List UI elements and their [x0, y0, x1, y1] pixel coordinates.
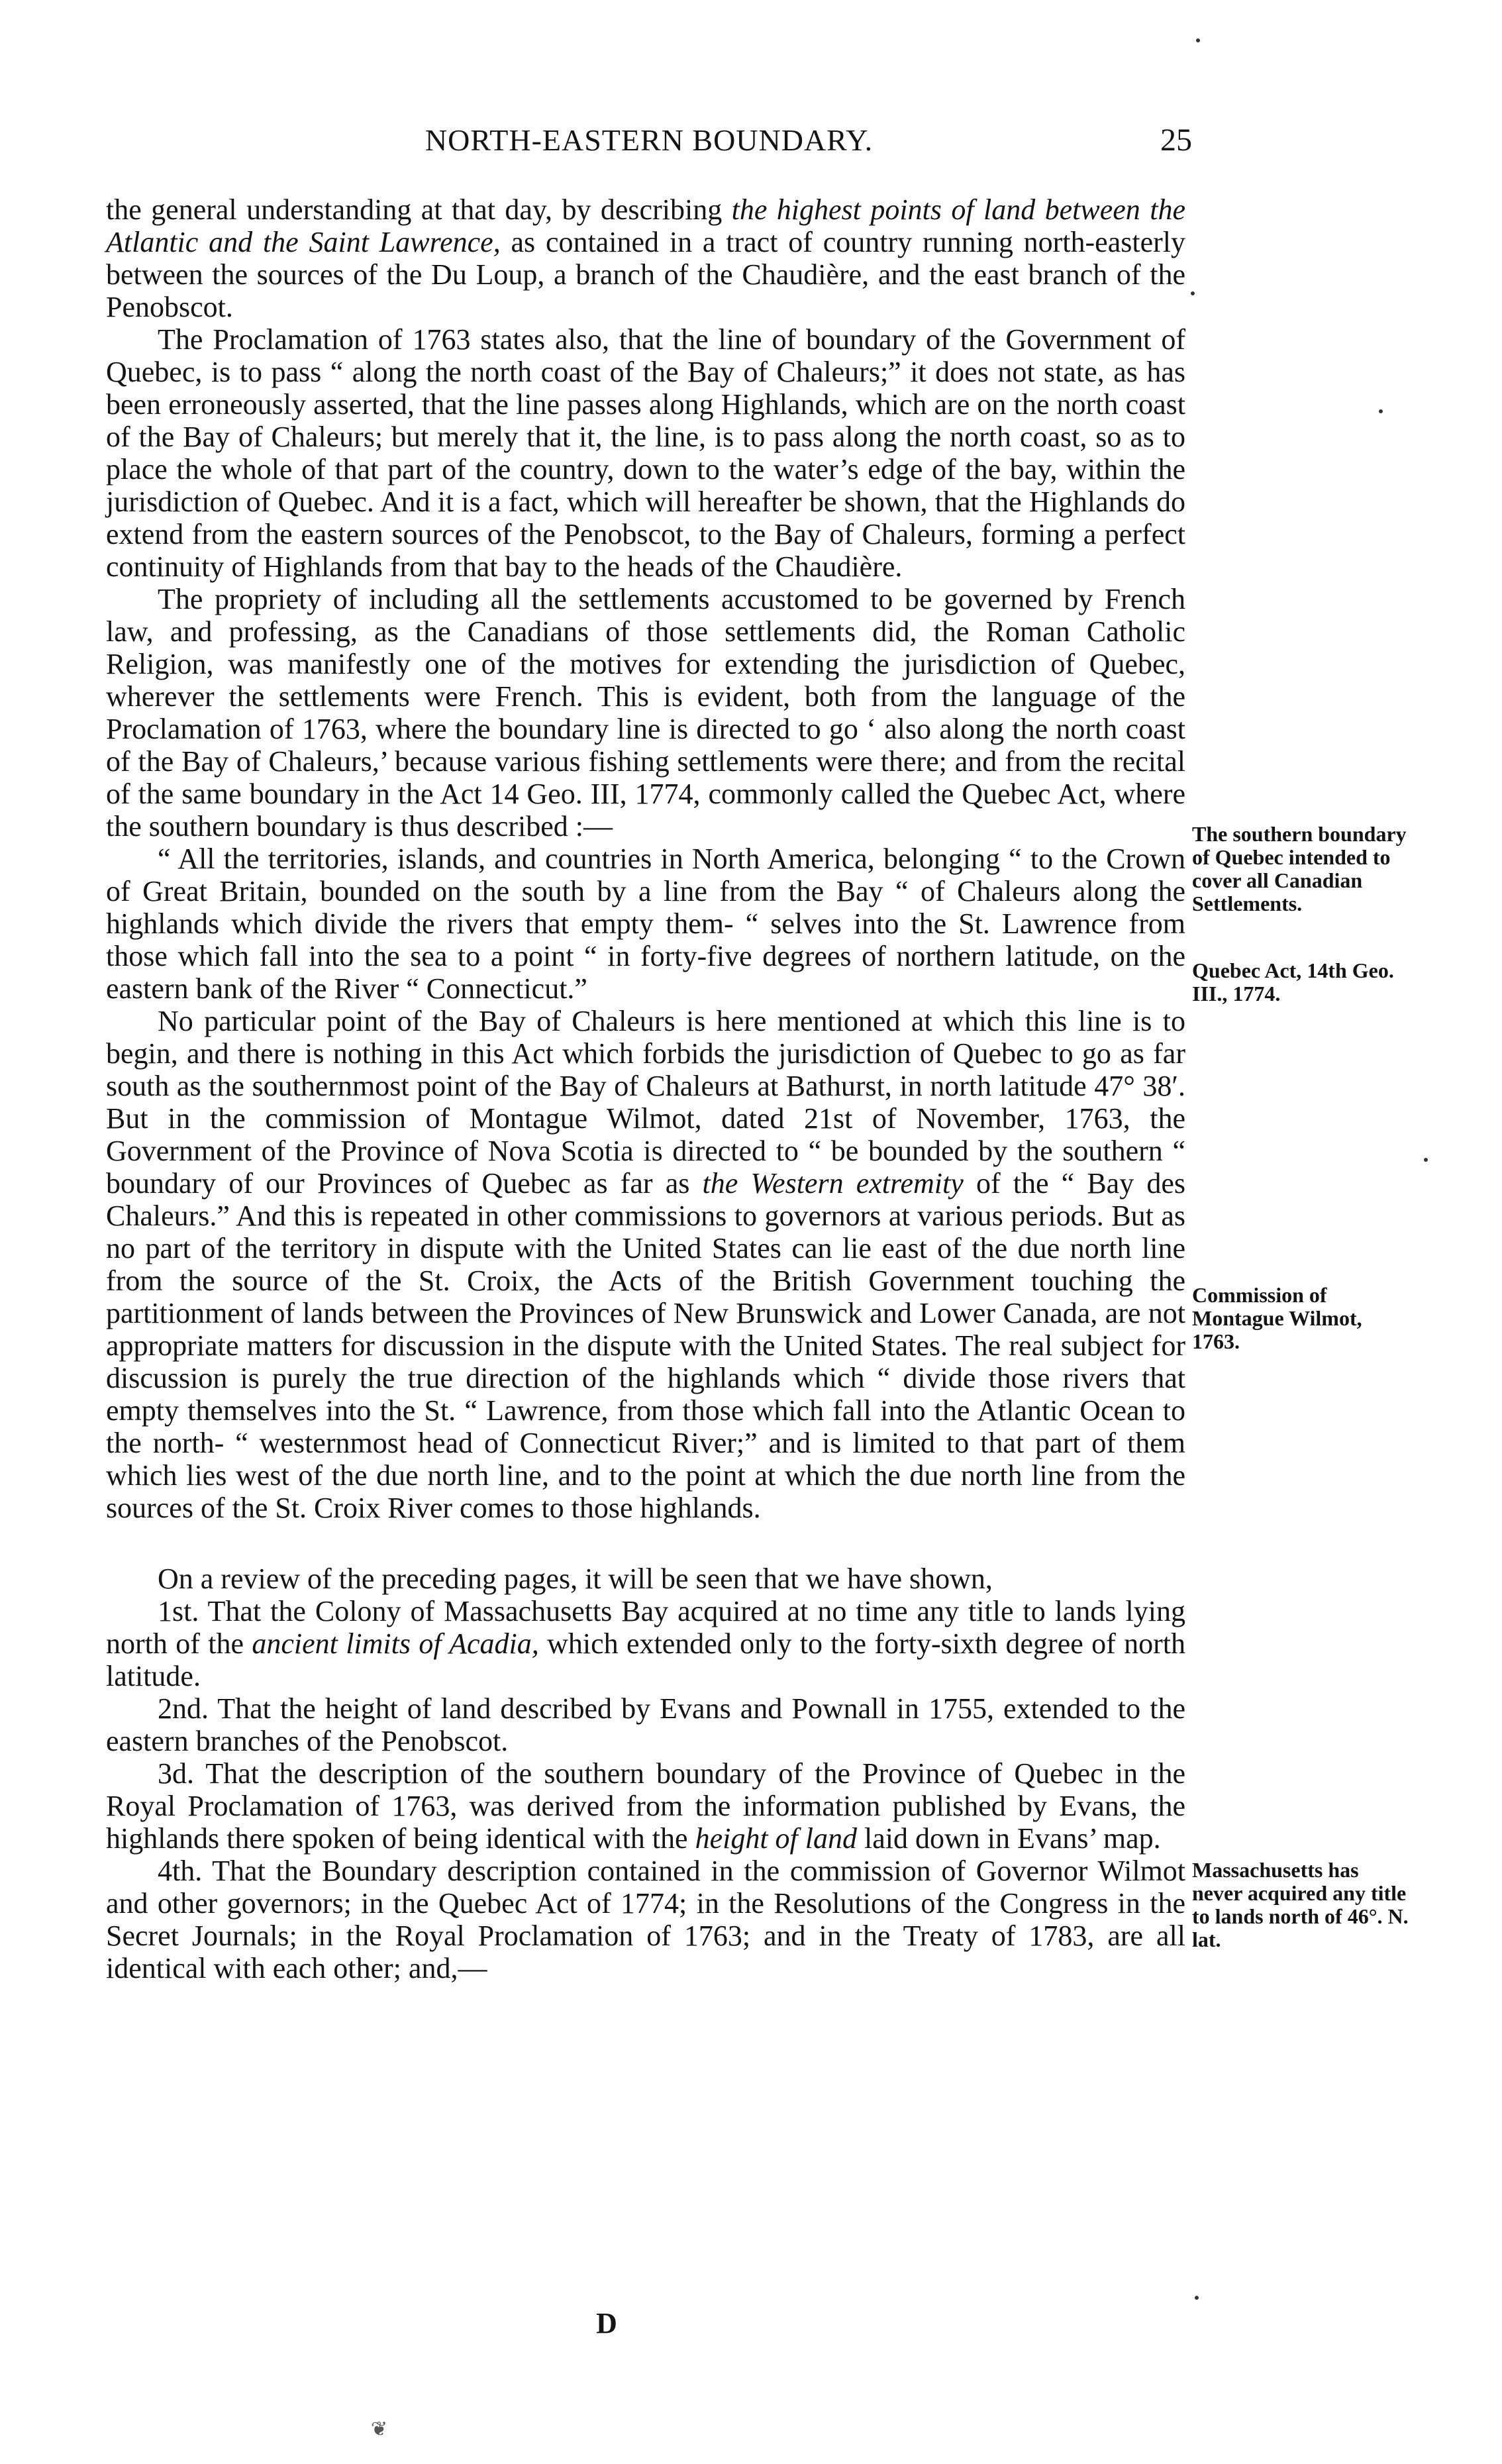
signature-mark: D: [596, 2307, 617, 2339]
text-run: No particular point of the Bay of Chaleurs is here mentioned at which this line is to begin, and there is nothing in this Act which forbids the jurisdiction of Quebec to go as far south as the southernmost point of the Bay of Chaleurs at Bathurst, in north latitude 47° 38′. But in the commission of Montague Wilmot, dated 21st of November, 1763, the Government of the Province of Nova Scotia is directed to “ be bounded by the southern “ boundary of our Provinces of Quebec as far as: [106, 1005, 1185, 1200]
ink-speck: [1191, 291, 1195, 295]
ink-speck: [1424, 1158, 1428, 1162]
body-paragraph: [106, 193, 1185, 323]
marginal-note-massachusetts-title: Massachusetts has never acquired any title to lands north of 46°. N. lat.: [1192, 1858, 1409, 1951]
text-run: 2nd. That the height of land described by Evans and Pownall in 1755, extended to the eastern branches of the Penobscot.: [106, 1692, 1185, 1757]
body-paragraph: [106, 1855, 1185, 1984]
body-paragraph: [106, 1692, 1185, 1757]
ink-speck: [1379, 409, 1383, 413]
page-header: [106, 121, 1192, 160]
text-run: The propriety of including all the settlements accustomed to be governed by French law, and professing, as the Canadians of those settlements did, the Roman Catholic Religion, was manifestly one of the motives for extending the jurisdiction of Quebec, wherever the settlements were French. This is evident, both from the language of the Proclamation of 1763, where the boundary line is directed to go ‘ also along the north coast of the Bay of Chaleurs,’ because various fishing settlements were there; and from the recital of the same boundary in the Act 14 Geo. III, 1774, commonly called the Quebec Act, where the southern boundary is thus described :—: [106, 583, 1185, 843]
running-title: NORTH-EASTERN BOUNDARY.: [425, 123, 874, 157]
italic-phrase: ancient limits of Acadia,: [252, 1627, 539, 1660]
italic-phrase: the highest points of land between the Atlantic and the Saint Lawrence,: [106, 193, 1185, 258]
body-paragraph: [106, 1005, 1185, 1524]
text-run: the general understanding at that day, by describing: [106, 193, 732, 226]
ornament-icon: ❦: [371, 2418, 388, 2440]
text-run: laid down in Evans’ map.: [857, 1822, 1161, 1855]
text-run: The Proclamation of 1763 states also, that the line of boundary of the Government of Quebec, is to pass “ along the north coast of the Bay of Chaleurs;” it does not state, as has been erroneously asserted, that the line passes along Highlands, which are on the north coast of the Bay of Chaleurs; but merely that it, the line, is to pass along the north coast, so as to place the whole of that part of the country, down to the water’s edge of the bay, within the jurisdiction of Quebec. And it is a fact, which will hereafter be shown, that the Highlands do extend from the eastern sources of the Penobscot, to the Bay of Chaleurs, forming a perfect continuity of Highlands from that bay to the heads of the Chaudière.: [106, 323, 1185, 583]
text-run: which extended only to the forty-sixth degree of north latitude.: [106, 1627, 1185, 1692]
body-paragraph: [106, 843, 1185, 1005]
ink-speck: [1196, 38, 1200, 42]
body-text: [106, 193, 1185, 1984]
text-run: as contained in a tract of country running north-easterly between the sources of the Du Loup, a branch of the Chaudière, and the east branch of the Penobscot.: [106, 226, 1185, 323]
text-run: 1st. That the Colony of Massachusetts Bay acquired at no time any title to lands lying north of the: [106, 1595, 1185, 1660]
body-paragraph: [106, 1757, 1185, 1855]
body-paragraph: [106, 323, 1185, 583]
text-run: 4th. That the Boundary description contained in the commission of Governor Wilmot and other governors; in the Quebec Act of 1774; in the Resolutions of the Congress in the Secret Journals; in the Royal Proclamation of 1763; and in the Treaty of 1783, are all identical with each other; and,—: [106, 1855, 1185, 1984]
marginal-note-quebec-act: Quebec Act, 14th Geo. III., 1774.: [1192, 958, 1394, 1005]
ink-speck: [1195, 2296, 1199, 2300]
body-paragraph: [106, 1595, 1185, 1692]
marginal-note-southern-boundary: The southern boundary of Quebec intended to cover all Canadian Settlements.: [1192, 822, 1407, 915]
text-run: 3d. That the description of the southern boundary of the Province of Quebec in the Royal Proclamation of 1763, was derived from the information published by Evans, the highlands there spoken of being identical with the: [106, 1757, 1185, 1855]
text-run: “ All the territories, islands, and countries in North America, belonging “ to the Crown of Great Britain, bounded on the south by a line from the Bay “ of Chaleurs along the highlands which divide the rivers that empty them- “ selves into the St. Lawrence from those which fall into the sea to a point “ in forty-five degrees of northern latitude, on the eastern bank of the River “ Connecticut.”: [106, 843, 1185, 1005]
text-run: of the “ Bay des Chaleurs.” And this is repeated in other commissions to governors at various periods. But as no part of the territory in dispute with the United States can lie east of the due north line from the source of the St. Croix, the Acts of the British Government touching the partitionment of lands between the Provinces of New Brunswick and Lower Canada, are not appropriate matters for discussion in the dispute with the United States. The real subject for discussion is purely the true direction of the highlands which “ divide those rivers that empty themselves into the St. “ Lawrence, from those which fall into the Atlantic Ocean to the north- “ westernmost head of Connecticut River;” and is limited to that part of them which lies west of the due north line, and to the point at which the due north line from the sources of the St. Croix River comes to those highlands.: [106, 1167, 1186, 1524]
body-paragraph: [106, 583, 1185, 843]
text-run: On a review of the preceding pages, it will be seen that we have shown,: [158, 1563, 993, 1595]
body-paragraph: [106, 1563, 1185, 1595]
italic-phrase: height of land: [695, 1822, 857, 1855]
italic-phrase: the Western extremity: [702, 1167, 964, 1200]
page-number: 25: [1160, 123, 1192, 158]
marginal-note-wilmot-commission: Commission of Montague Wilmot, 1763.: [1192, 1283, 1362, 1353]
